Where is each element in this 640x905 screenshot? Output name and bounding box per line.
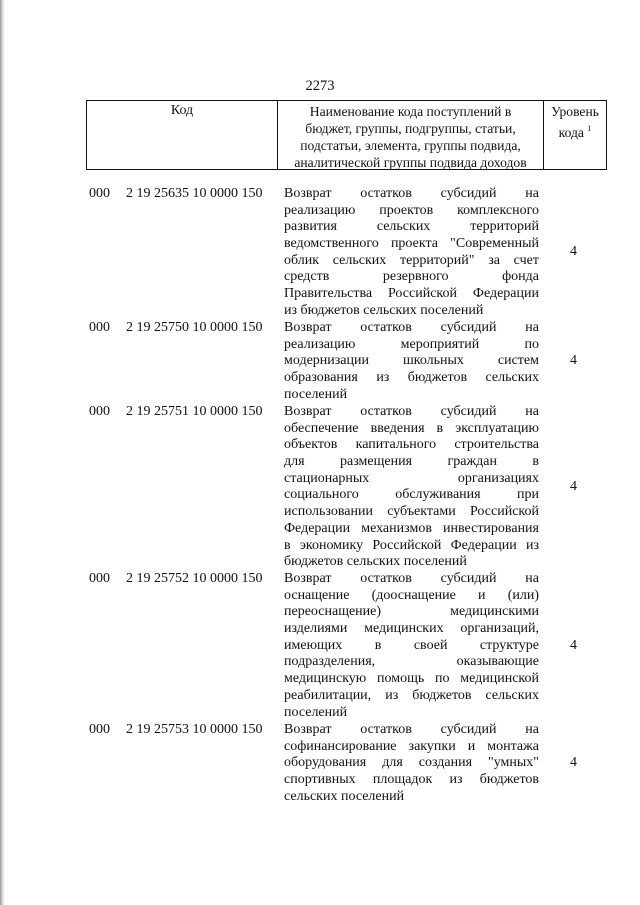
revenue-description [284, 571, 539, 721]
header-level-word: кода [558, 125, 584, 140]
description-line: ведомственного проекта "Современный [284, 236, 539, 252]
code-level: 4 [570, 353, 577, 369]
code-level: 4 [570, 637, 577, 653]
description-line: облик сельских территорий" за счет [284, 252, 539, 268]
description-line: образования из бюджетов сельских [284, 370, 539, 386]
code-level: 4 [570, 244, 577, 260]
table-row [0, 571, 640, 721]
description-line: Правительства Российской Федерации [284, 286, 539, 302]
description-line: Возврат остатков субсидий на [284, 320, 539, 335]
revenue-code: 2 19 25753 10 0000 150 [126, 722, 263, 737]
description-line: в экономику Российской Федерации из [284, 537, 539, 553]
table-row [0, 320, 640, 404]
description-line: реализацию мероприятий по [284, 336, 539, 352]
description-line: социального обслуживания при [284, 487, 539, 503]
code-level: 4 [570, 479, 577, 495]
table-row [0, 722, 640, 806]
header-level-line1: Уровень [551, 104, 599, 119]
header-name-line: бюджет, группы, подгруппы, статьи, [305, 121, 516, 136]
header-code-cell [87, 101, 278, 169]
description-line: Возврат остатков субсидий на [284, 722, 539, 737]
description-line: реабилитации, из бюджетов сельских [284, 687, 539, 703]
description-line: спортивных площадок из бюджетов [284, 772, 539, 788]
admin-code: 000 [89, 571, 110, 586]
description-line: из бюджетов сельских поселений [284, 302, 484, 318]
description-line: Федерации механизмов инвестирования [284, 520, 539, 536]
admin-code: 000 [89, 722, 110, 737]
page-number: 2273 [305, 78, 335, 94]
description-line: обеспечение введения в эксплуатацию [284, 420, 539, 436]
header-level-cell [544, 101, 606, 169]
table-row [0, 404, 640, 571]
header-level-line2 [544, 120, 606, 141]
admin-code: 000 [89, 404, 110, 419]
description-line: развития сельских территорий [284, 219, 539, 235]
header-name-line: аналитической группы подвида доходов [294, 155, 527, 170]
description-line: сельских поселений [284, 788, 405, 804]
header-name-cell [278, 101, 544, 169]
description-line: подразделения, оказывающие [284, 654, 539, 670]
description-line: медицинскую помощь по медицинской [284, 671, 539, 687]
description-line: изделиями медицинских организаций, [284, 621, 539, 637]
description-line: стационарных организациях [284, 470, 539, 486]
table-header [86, 100, 607, 170]
code-level: 4 [570, 755, 577, 771]
admin-code: 000 [89, 320, 110, 335]
header-code-label: Код [170, 103, 194, 118]
header-name-line: подстатьи, элемента, группы подвида, [300, 138, 521, 153]
description-line: объектов капитального строительства [284, 437, 539, 453]
description-line: софинансирование закупки и монтажа [284, 738, 539, 754]
description-line: модернизации школьных систем [284, 353, 539, 369]
description-line: реализацию проектов комплексного [284, 202, 539, 218]
revenue-code: 2 19 25751 10 0000 150 [126, 404, 263, 419]
revenue-description [284, 320, 539, 403]
description-line: использовании субъектами Российской [284, 504, 539, 520]
description-line: Возврат остатков субсидий на [284, 404, 539, 419]
admin-code: 000 [89, 186, 110, 201]
description-line: Возврат остатков субсидий на [284, 571, 539, 586]
description-line: поселений [284, 386, 348, 402]
description-line: переоснащение) медицинскими [284, 604, 539, 620]
description-line: оборудования для создания "умных" [284, 755, 539, 771]
header-name-line: Наименование кода поступлений в [309, 104, 512, 119]
description-line: бюджетов сельских поселений [284, 554, 467, 570]
description-line: поселений [284, 704, 348, 720]
table-row [0, 186, 640, 320]
revenue-description [284, 186, 539, 320]
revenue-description [284, 722, 539, 805]
description-line: средств резервного фонда [284, 269, 539, 285]
revenue-code: 2 19 25635 10 0000 150 [126, 186, 263, 201]
description-line: имеющих в своей структуре [284, 637, 539, 653]
description-line: для размещения граждан в [284, 454, 539, 470]
description-line: Возврат остатков субсидий на [284, 186, 539, 201]
revenue-description [284, 404, 539, 571]
revenue-code: 2 19 25750 10 0000 150 [126, 320, 263, 335]
revenue-code: 2 19 25752 10 0000 150 [126, 571, 263, 586]
description-line: оснащение (дооснащение и (или) [284, 587, 539, 603]
footnote-marker: 1 [587, 124, 592, 133]
